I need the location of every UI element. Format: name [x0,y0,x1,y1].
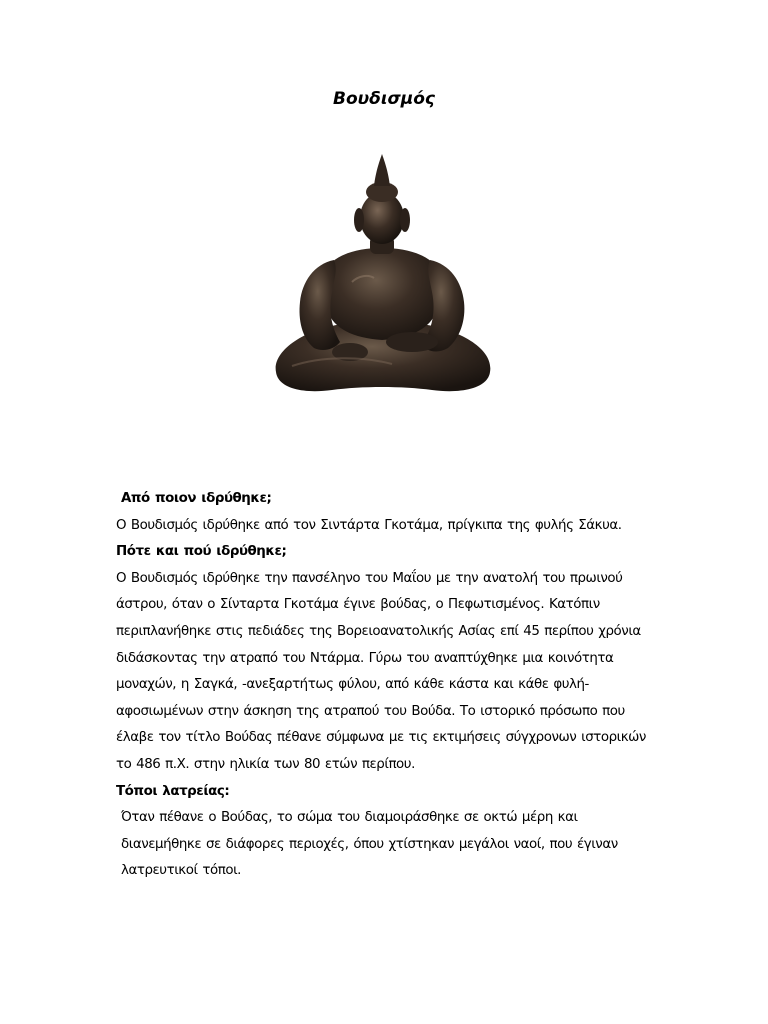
section-heading-places-of-worship: Τόποι λατρείας: [116,783,230,799]
section-heading-founder: Από ποιον ιδρύθηκε; [121,491,272,506]
page-title: Βουδισμός [333,89,435,109]
section-text-places-of-worship: Όταν πέθανε ο Βούδας, το σώμα του διαμοιράσθηκε σε οκτώ μέρη και διανεμήθηκε σε διάφορες περιοχές, όπου χτίστηκαν μεγάλοι ναοί, που έγιναν λατρευτικοί τόποι. [121,810,618,879]
document-body [116,486,656,885]
section-text-founder: Ο Βουδισμός ιδρύθηκε από τον Σιντάρτα Γκοτάμα, πρίγκιπα της φυλής Σάκυα. [116,517,622,533]
section-text-when-where: Ο Βουδισμός ιδρύθηκε την πανσέληνο του Μαΐου με την ανατολή του πρωινού άστρου, όταν ο Σίνταρτα Γκοτάμα έγινε βούδας, ο Πεφωτισμένος. Κατόπιν περιπλανήθηκε στις πεδιάδες της Βορειοανατολικής Ασίας επί 45 περίπου χρόνια διδάσκοντας την ατραπό του Ντάρμα. Γύρω του αναπτύχθηκε μια κοινότητα μοναχών, η Σαγκά, -ανεξαρτήτως φύλου, από κάθε κάστα και κάθε φυλή-αφοσιωμένων στην άσκηση της ατραπού του Βούδα. Το ιστορικό πρόσωπο που έλαβε τον τίτλο Βούδας πέθανε σύμφωνα με τις εκτιμήσεις σύγχρονων ιστορικών το 486 π.Χ. στην ηλικία των 80 ετών περίπου. [116,570,646,772]
buddha-statue-image [262,152,502,400]
buddha-statue-icon [262,152,502,400]
section-heading-when-where: Πότε και πού ιδρύθηκε; [116,544,287,560]
